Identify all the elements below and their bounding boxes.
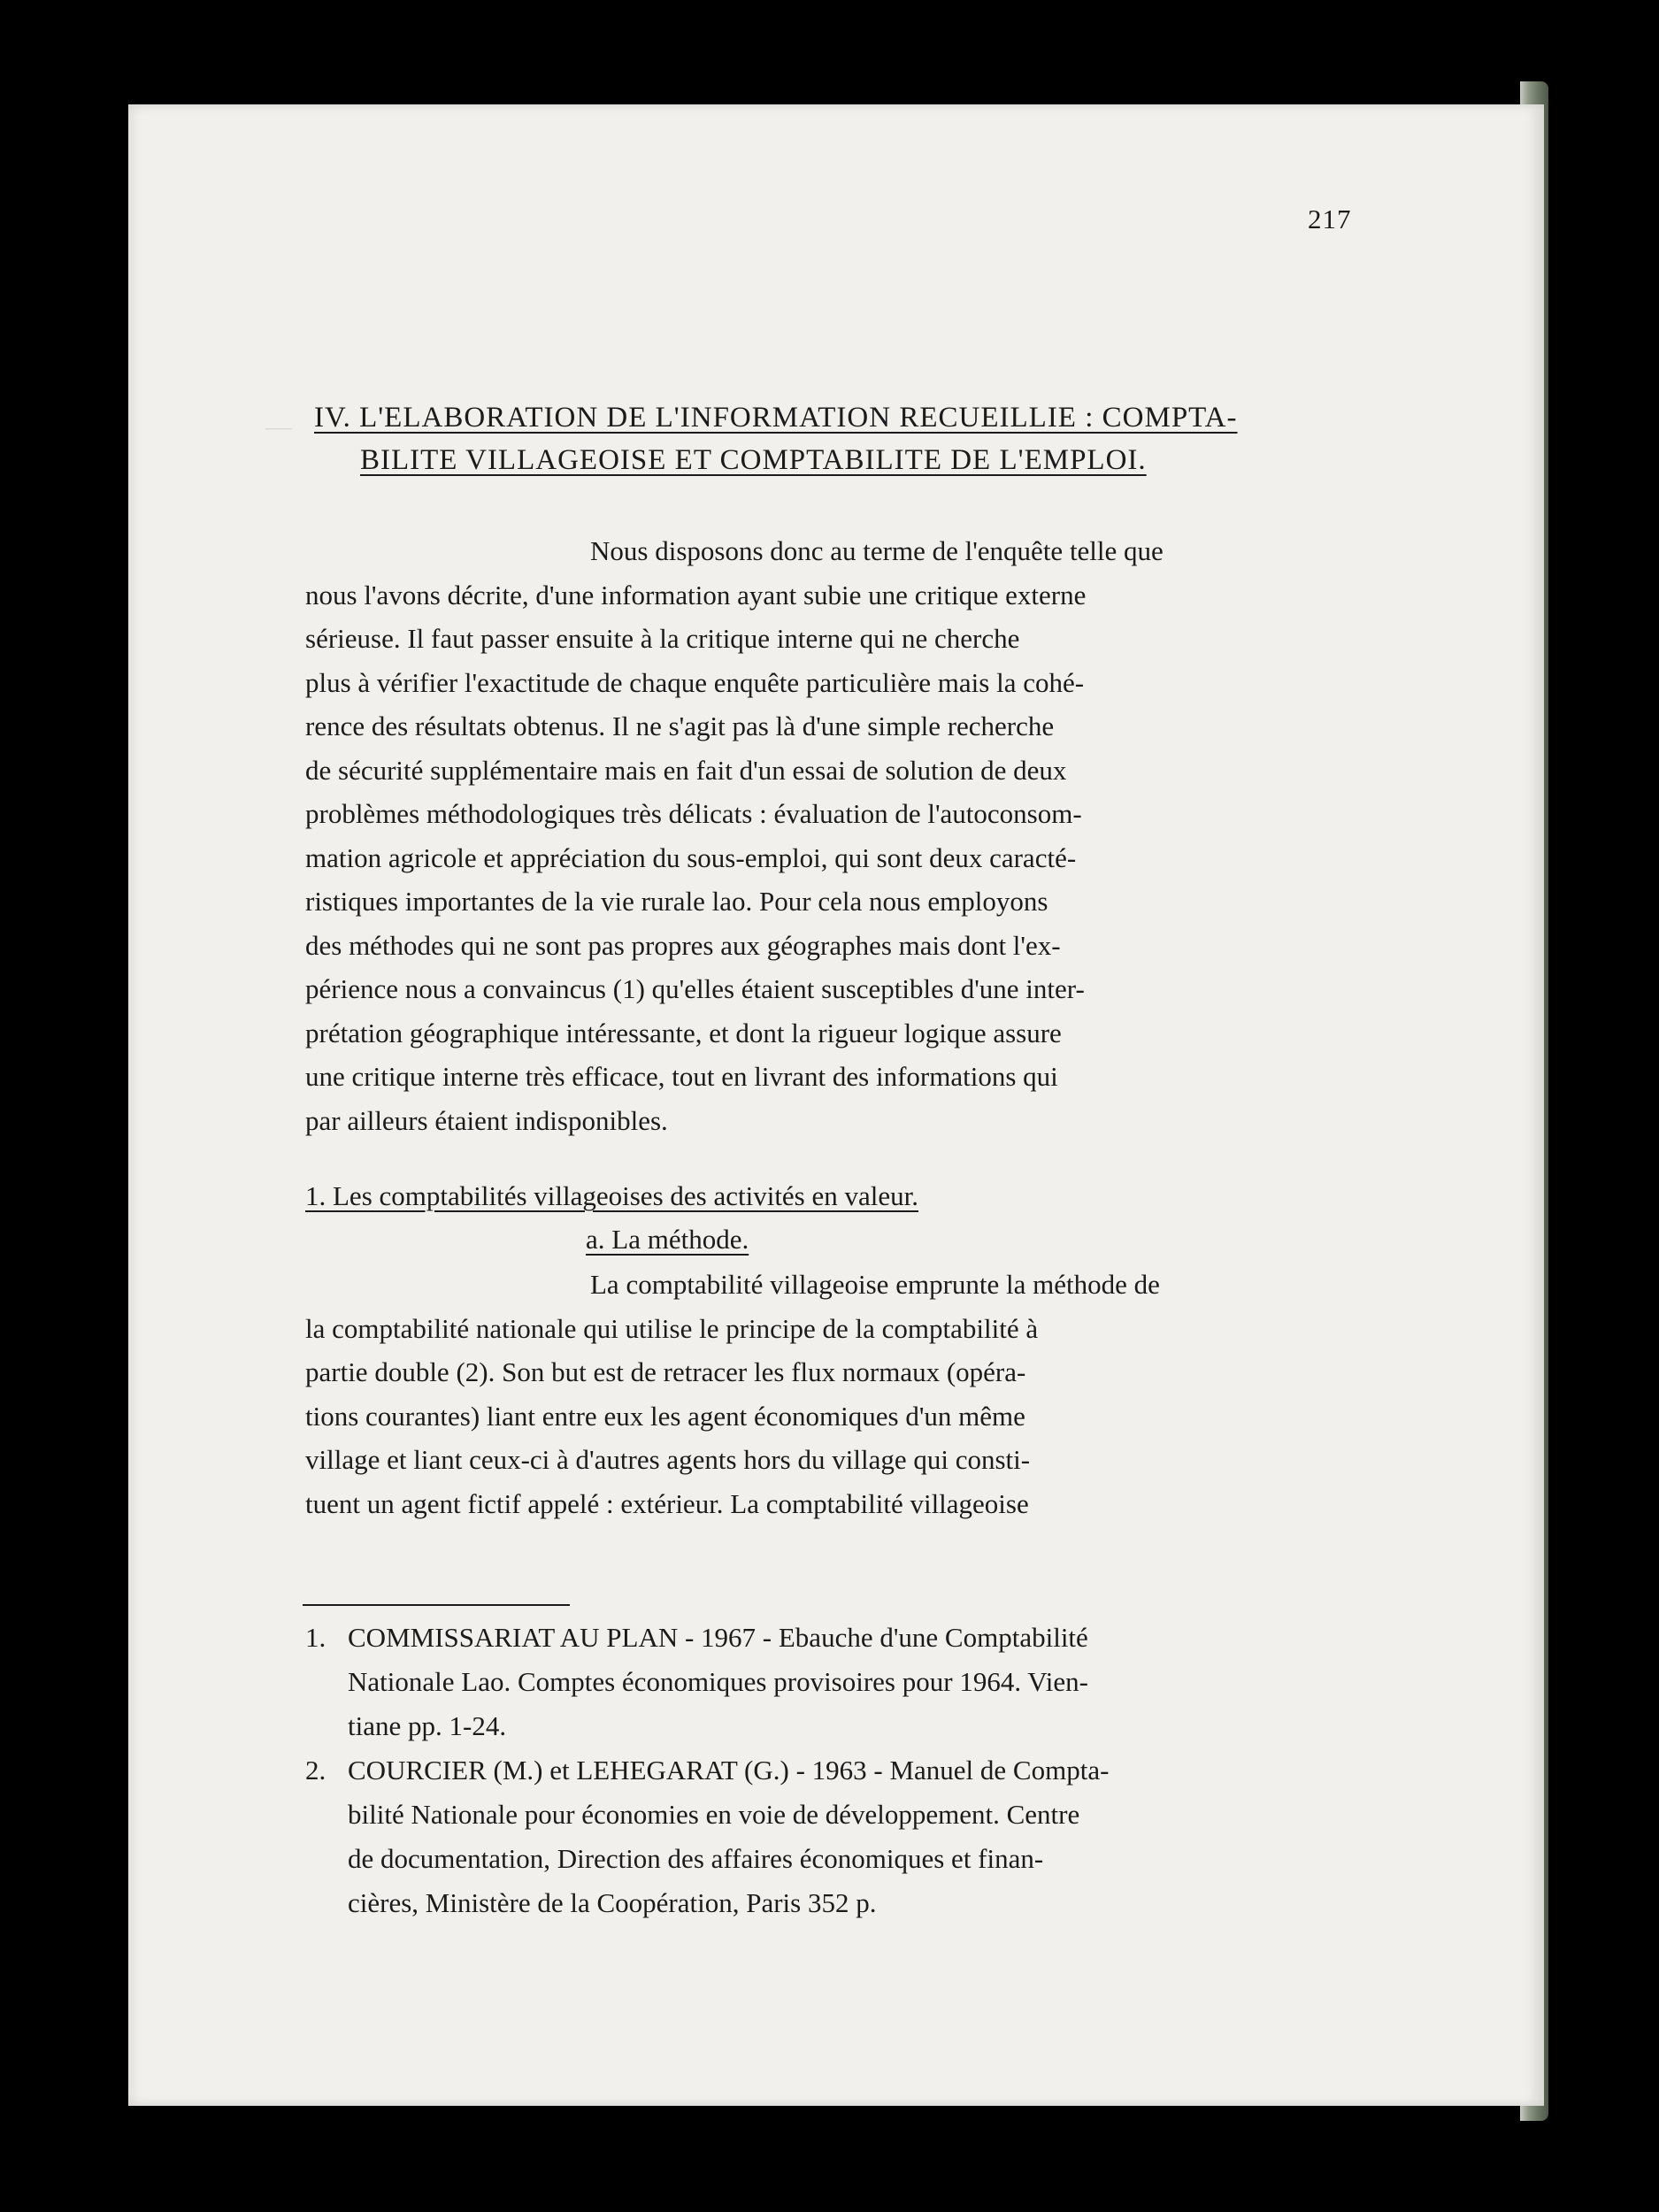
paragraph-line: sérieuse. Il faut passer ensuite à la critique interne qui ne cherche: [305, 623, 1020, 654]
paragraph-line: prétation géographique intéressante, et dont la rigueur logique assure: [305, 1017, 1062, 1048]
footnote-1: [305, 1616, 1376, 1748]
paragraph-1: [305, 529, 1376, 1142]
footnote-line: COURCIER (M.) et LEHEGARAT (G.) - 1963 - Manuel de Compta-: [348, 1755, 1110, 1786]
paragraph-line: nous l'avons décrite, d'une information ayant subie une critique externe: [305, 579, 1087, 611]
paragraph-line: village et liant ceux-ci à d'autres agents hors du village qui consti-: [305, 1444, 1031, 1475]
page-number: 217: [1308, 204, 1352, 234]
paragraph-line: rence des résultats obtenus. Il ne s'agit pas là d'une simple recherche: [305, 710, 1055, 741]
paragraph-line: de sécurité supplémentaire mais en fait d'un essai de solution de deux: [305, 754, 1067, 786]
paragraph-line: la comptabilité nationale qui utilise le principe de la comptabilité à: [305, 1312, 1039, 1344]
footnote-line: COMMISSARIAT AU PLAN - 1967 - Ebauche d'une Comptabilité: [348, 1622, 1088, 1653]
subsection-a-title: [586, 1224, 749, 1256]
paragraph-line: tions courantes) liant entre eux les agent économiques d'un même: [305, 1400, 1025, 1432]
footnotes: [305, 1616, 1376, 1925]
section-title-1: [305, 1180, 918, 1212]
footnote-separator: [303, 1604, 570, 1606]
heading-line-1: IV. L'ELABORATION DE L'INFORMATION RECUEILLIE : COMPTA-: [314, 402, 1238, 434]
section-title-1-text: 1. Les comptabilités villageoises des activités en valeur.: [305, 1180, 919, 1211]
paragraph-line: La comptabilité villageoise emprunte la méthode de: [590, 1269, 1160, 1300]
paragraph-line: tuent un agent fictif appelé : extérieur. La comptabilité villageoise: [305, 1487, 1029, 1519]
heading-line-2: BILITE VILLAGEOISE ET COMPTABILITE DE L'EMPLOI.: [360, 444, 1147, 476]
paragraph-line: Nous disposons donc au terme de l'enquête telle que: [590, 535, 1164, 566]
footnote-line: tiane pp. 1-24.: [348, 1710, 507, 1741]
footnote-line: bilité Nationale pour économies en voie de développement. Centre: [348, 1799, 1080, 1830]
section-heading: [314, 396, 1238, 481]
paragraph-line: problèmes méthodologiques très délicats : évaluation de l'autoconsom-: [305, 798, 1082, 829]
footnote-2: [305, 1748, 1376, 1925]
paragraph-line: périence nous a convaincus (1) qu'elles étaient susceptibles d'une inter-: [305, 973, 1085, 1004]
paragraph-2: [305, 1263, 1376, 1525]
paragraph-line: par ailleurs étaient indisponibles.: [305, 1104, 668, 1136]
paragraph-line: une critique interne très efficace, tout en livrant des informations qui: [305, 1061, 1058, 1092]
paragraph-line: plus à vérifier l'exactitude de chaque enquête particulière mais la cohé-: [305, 666, 1085, 698]
bleed-through-text: —: [265, 417, 292, 446]
paragraph-line: ristiques importantes de la vie rurale lao. Pour cela nous employons: [305, 886, 1048, 917]
paragraph-line: partie double (2). Son but est de retracer les flux normaux (opéra-: [305, 1356, 1026, 1387]
paragraph-line: des méthodes qui ne sont pas propres aux géographes mais dont l'ex-: [305, 929, 1061, 961]
footnote-number: 1.: [305, 1622, 326, 1653]
footnote-number: 2.: [305, 1755, 326, 1786]
footnote-line: cières, Ministère de la Coopération, Paris 352 p.: [348, 1887, 877, 1918]
footnote-line: Nationale Lao. Comptes économiques provisoires pour 1964. Vien-: [348, 1666, 1088, 1697]
paragraph-line: mation agricole et appréciation du sous-emploi, qui sont deux caracté-: [305, 841, 1077, 873]
subsection-a-text: a. La méthode.: [586, 1224, 749, 1255]
footnote-line: de documentation, Direction des affaires économiques et finan-: [348, 1843, 1044, 1874]
